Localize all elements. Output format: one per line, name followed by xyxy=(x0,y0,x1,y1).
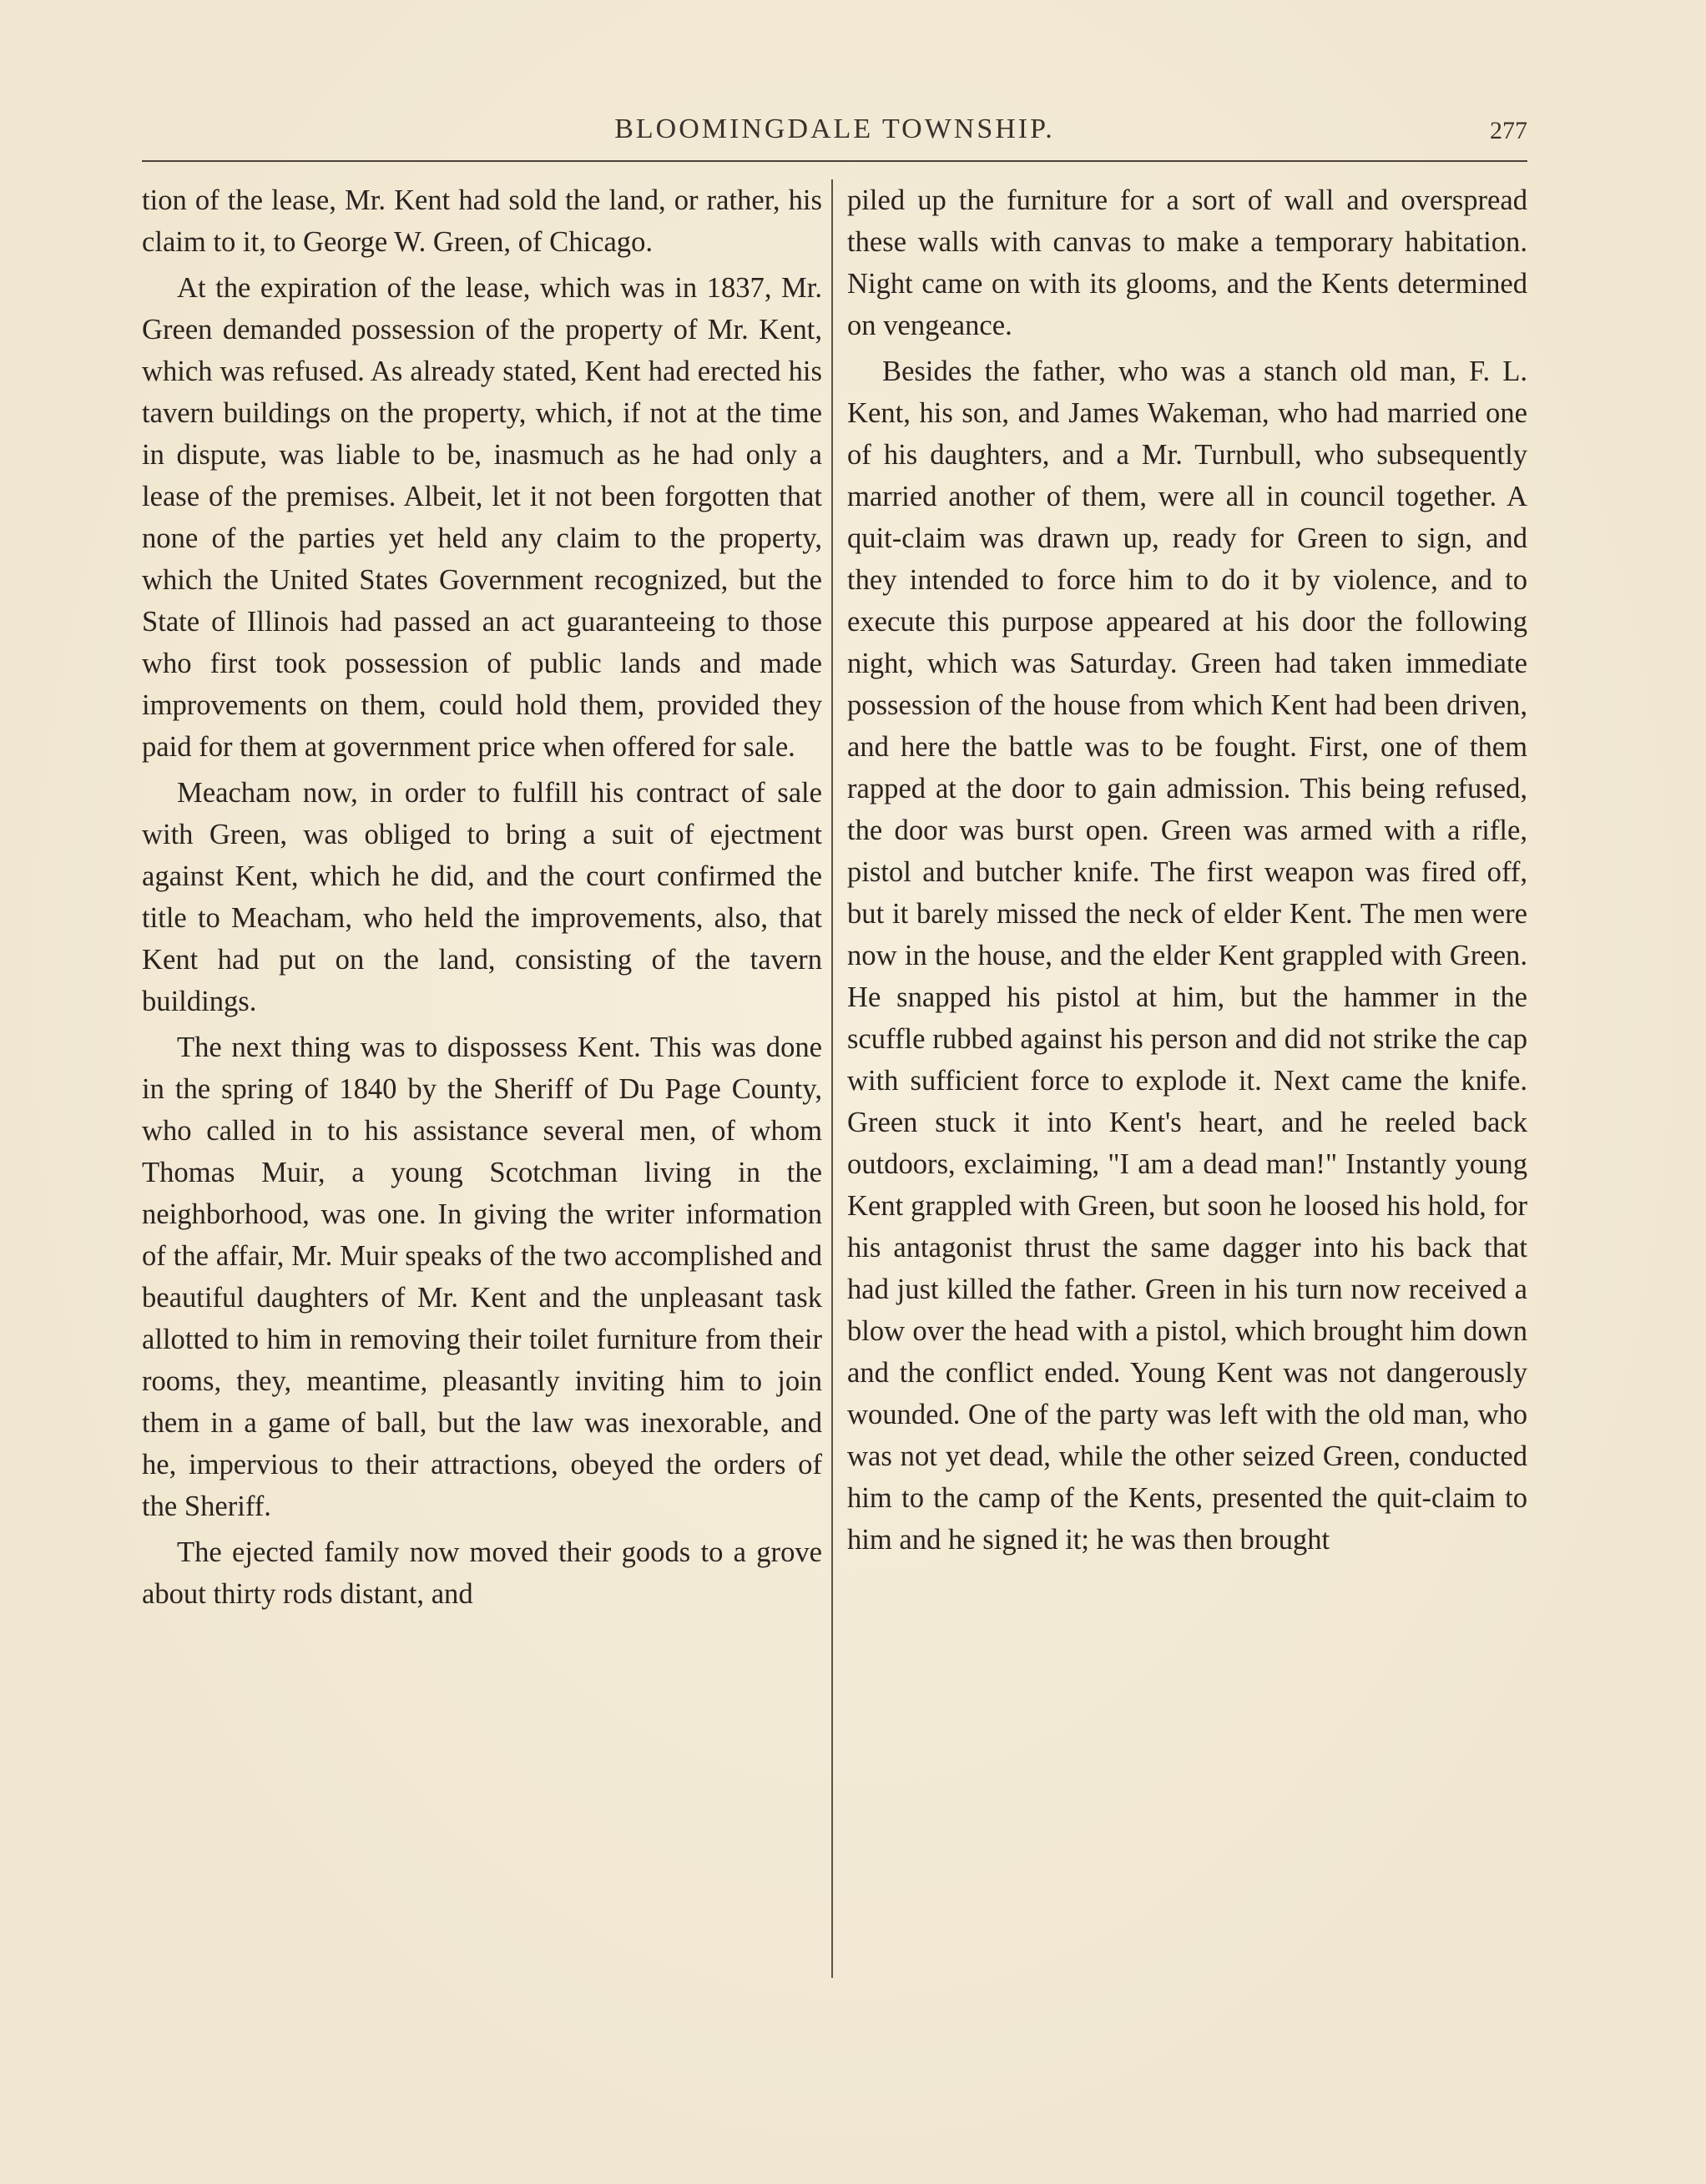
running-head: BLOOMINGDALE TOWNSHIP. xyxy=(614,113,1055,144)
right-column xyxy=(847,179,1527,1565)
paragraph: piled up the furniture for a sort of wall and overspread these walls with canvas to make a temporary habitation. Night came on with its glooms, and the Kents determined on vengeance. xyxy=(847,184,1527,341)
column-divider xyxy=(831,179,833,1978)
paragraph: The ejected family now moved their goods to a grove about thirty rods distant, and xyxy=(142,1536,822,1610)
paragraph: The next thing was to dispossess Kent. This was done in the spring of 1840 by the Sheriff of Du Page County, who called in to his assistance several men, of whom Thomas Muir, a young Scotchman living in the neighborhood, was one. In giving the writer information of the affair, Mr. Muir speaks of the two accomplished and beautiful daughters of Mr. Kent and the unpleasant task allotted to him in removing their toilet furniture from their rooms, they, meantime, pleasantly inviting him to join them in a game of ball, but the law was inexorable, and he, impervious to their attractions, obeyed the orders of the Sheriff. xyxy=(142,1031,822,1522)
paragraph: Meacham now, in order to fulfill his contract of sale with Green, was obliged to bring a suit of ejectment against Kent, which he did, and the court confirmed the title to Meacham, who held the improvements, also, that Kent had put on the land, consisting of the tavern buildings. xyxy=(142,777,822,1017)
paragraph: tion of the lease, Mr. Kent had sold the land, or rather, his claim to it, to George W. Green, of Chicago. xyxy=(142,184,822,258)
page-number: 277 xyxy=(1490,117,1527,144)
header-rule xyxy=(142,160,1527,162)
left-column xyxy=(142,179,822,1619)
paragraph: Besides the father, who was a stanch old man, F. L. Kent, his son, and James Wakeman, who had married one of his daughters, and a Mr. Turnbull, who subsequently married another of them, were all in council together. A quit-claim was drawn up, ready for Green to sign, and they intended to force him to do it by violence, and to execute this purpose appeared at his door the following night, which was Saturday. Green had taken immediate possession of the house from which Kent had been driven, and here the battle was to be fought. First, one of them rapped at the door to gain admission. This being refused, the door was burst open. Green was armed with a rifle, pistol and butcher knife. The first weapon was fired off, but it barely missed the neck of elder Kent. The men were now in the house, and the elder Kent grappled with Green. He snapped his pistol at him, but the hammer in the scuffle rubbed against his person and did not strike the cap with sufficient force to explode it. Next came the knife. Green stuck it into Kent's heart, and he reeled back outdoors, exclaiming, "I am a dead man!" Instantly young Kent grappled with Green, but soon he loosed his hold, for his antagonist thrust the same dagger into his back that had just killed the father. Green in his turn now received a blow over the head with a pistol, which brought him down and the conflict ended. Young Kent was not dangerously wounded. One of the party was left with the old man, who was not yet dead, while the other seized Green, conducted him to the camp of the Kents, presented the quit-claim to him and he signed it; he was then brought xyxy=(847,356,1527,1556)
paragraph: At the expiration of the lease, which was in 1837, Mr. Green demanded possession of the property of Mr. Kent, which was refused. As already stated, Kent had erected his tavern buildings on the property, which, if not at the time in dispute, was liable to be, inasmuch as he had only a lease of the premises. Albeit, let it not been forgotten that none of the parties yet held any claim to the property, which the United States Government recognized, but the State of Illinois had passed an act guaranteeing to those who first took possession of public lands and made improvements on them, could hold them, provided they paid for them at government price when offered for sale. xyxy=(142,272,822,763)
page-header xyxy=(142,107,1527,157)
